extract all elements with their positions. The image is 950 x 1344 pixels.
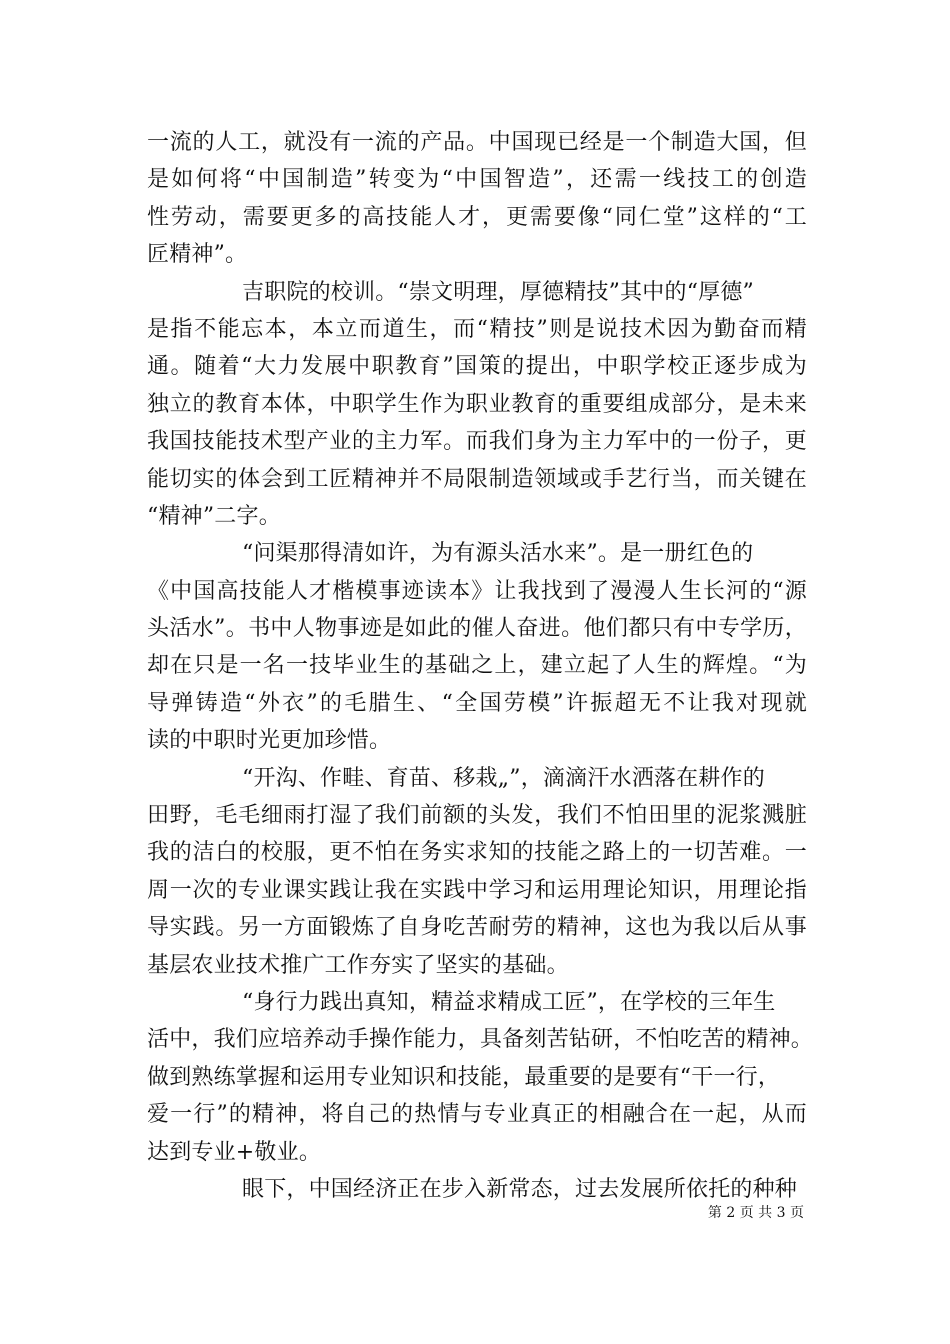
- text-line: “精神”二字。: [147, 503, 281, 529]
- page-number-footer: 第 2 页 共 3 页: [707, 1205, 804, 1221]
- text-line: 导弹铸造“外衣”的毛腊生、“全国劳模”许振超无不让我对现就: [147, 690, 807, 716]
- text-line: 我的洁白的校服，更不怕在务实求知的技能之路上的一切苦难。一: [147, 840, 807, 866]
- text-line: 基层农业技术推广工作夯实了坚实的基础。: [147, 952, 569, 978]
- text-line: 一流的人工，就没有一流的产品。中国现已经是一个制造大国，但: [147, 130, 807, 155]
- text-line: 田野，毛毛细雨打湿了我们前额的头发，我们不怕田里的泥浆溅脏: [147, 803, 807, 829]
- text-line: 达到专业+敬业。: [147, 1139, 322, 1165]
- text-line: 吉职院的校训。“崇文明理，厚德精技”其中的“厚德”: [242, 279, 754, 305]
- text-line: 性劳动，需要更多的高技能人才，更需要像“同仁堂”这样的“工: [147, 204, 807, 230]
- text-line: 周一次的专业课实践让我在实践中学习和运用理论知识，用理论指: [147, 877, 807, 903]
- text-line: “开沟、作畦、育苗、移栽„”，滴滴汗水洒落在耕作的: [242, 765, 765, 791]
- text-line: “身行力践出真知，精益求精成工匠”，在学校的三年生: [242, 989, 776, 1015]
- text-line: 匠精神”。: [147, 242, 248, 268]
- document-body: [147, 124, 814, 1208]
- text-line: 却在只是一名一技毕业生的基础之上，建立起了人生的辉煌。“为: [147, 653, 807, 679]
- text-line: 活中，我们应培养动手操作能力，具备刻苦钻研，不怕吃苦的精神。: [147, 1027, 814, 1053]
- text-line: 眼下，中国经济正在步入新常态，过去发展所依托的种种: [242, 1176, 798, 1202]
- text-line: 通。随着“大力发展中职教育”国策的提出，中职学校正逐步成为: [147, 354, 807, 380]
- text-line: 导实践。另一方面锻炼了自身吃苦耐劳的精神，这也为我以后从事: [147, 915, 807, 941]
- text-line: 爱一行”的精神，将自己的热情与专业真正的相融合在一起，从而: [147, 1102, 807, 1128]
- text-line: 《中国高技能人才楷模事迹读本》让我找到了漫漫人生长河的“源: [147, 578, 807, 604]
- text-line: 是如何将“中国制造”转变为“中国智造”，还需一线技工的创造: [147, 167, 807, 193]
- text-line: 是指不能忘本，本立而道生，而“精技”则是说技术因为勤奋而精: [147, 316, 807, 342]
- text-line: 独立的教育本体，中职学生作为职业教育的重要组成部分，是未来: [147, 391, 807, 417]
- text-line: 我国技能技术型产业的主力军。而我们身为主力军中的一份子，更: [147, 429, 807, 455]
- text-line: 头活水”。书中人物事迹是如此的催人奋进。他们都只有中专学历，: [147, 616, 807, 642]
- text-line: “问渠那得清如许，为有源头活水来”。是一册红色的: [242, 541, 754, 567]
- text-line: 读的中职时光更加珍惜。: [147, 728, 392, 754]
- text-line: 做到熟练掌握和运用专业知识和技能，最重要的是要有“干一行，: [147, 1064, 781, 1090]
- text-line: 能切实的体会到工匠精神并不局限制造领域或手艺行当，而关键在: [147, 466, 807, 492]
